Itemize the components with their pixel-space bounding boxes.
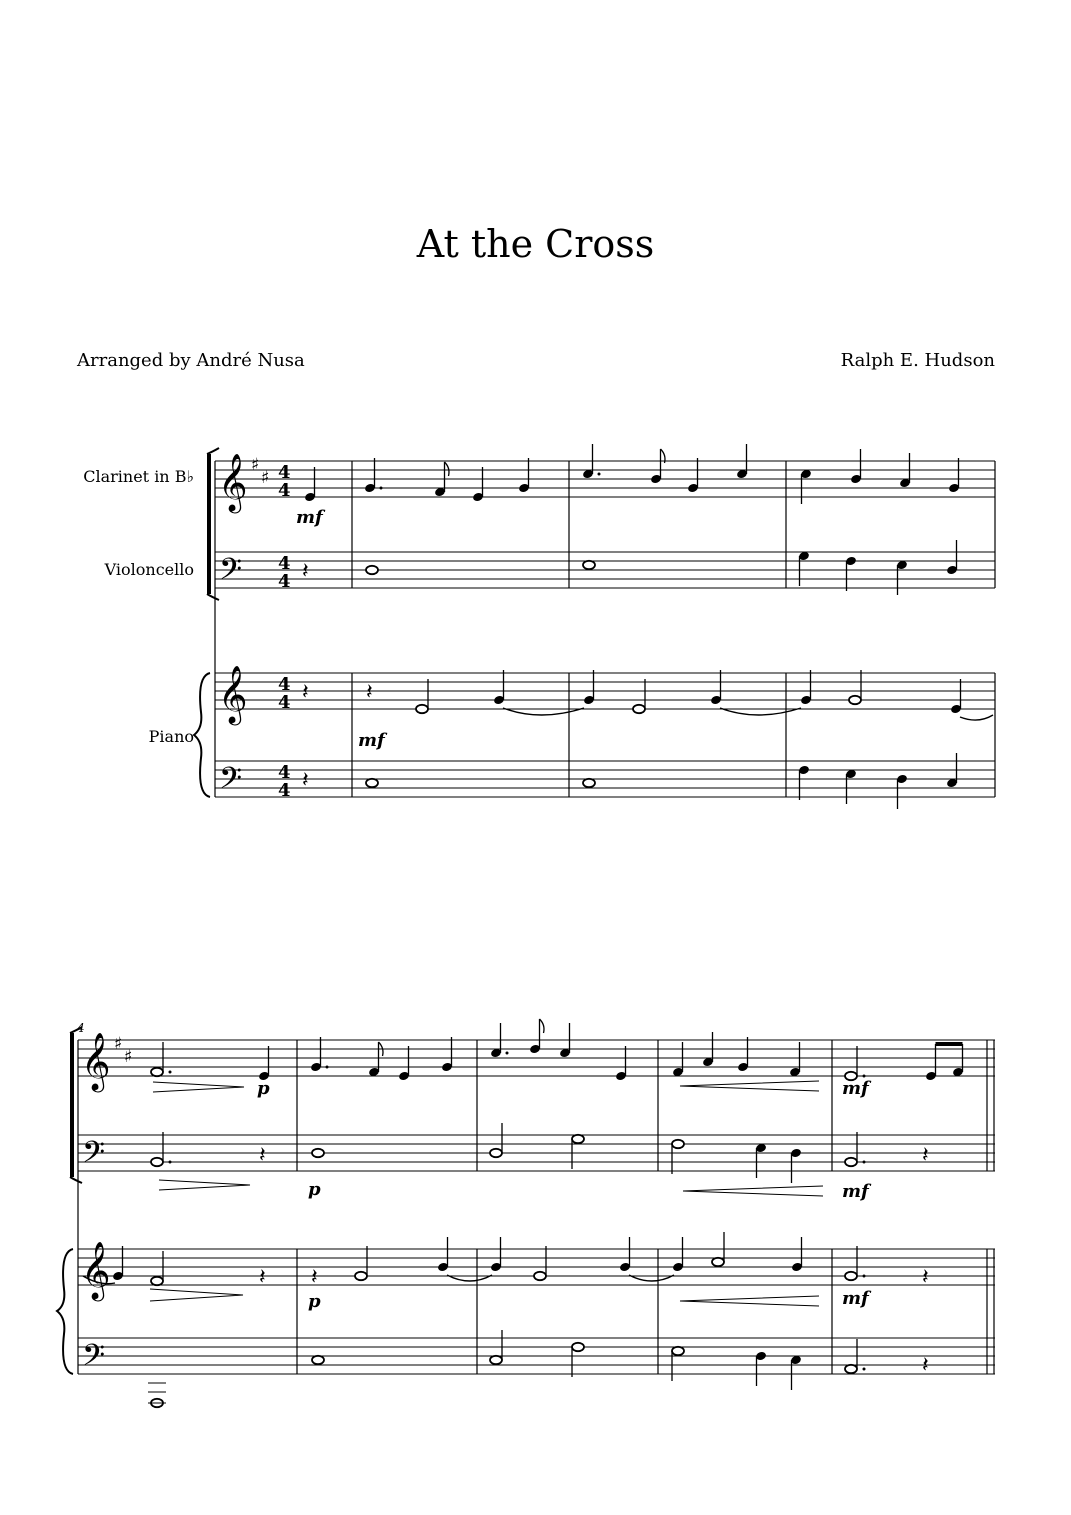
quarter-rest-icon: 𝄽 — [922, 1143, 929, 1168]
bass-clef-icon: 𝄢 — [82, 1339, 106, 1380]
piano-brace — [57, 1249, 73, 1374]
dynamic-mf: mf — [842, 1078, 869, 1099]
time-sig-bottom: 4 — [278, 692, 291, 713]
arranger-credit: Arranged by André Nusa — [77, 350, 305, 371]
decrescendo-hairpin — [150, 1289, 243, 1301]
cello-notes-1 — [302, 540, 958, 595]
crescendo-hairpin — [680, 1081, 819, 1091]
time-sig-top: 4 — [278, 674, 291, 695]
staff-piano-rh-1 — [215, 673, 995, 709]
time-sig-top: 4 — [278, 462, 291, 483]
sharp-icon: ♯ — [251, 455, 260, 475]
quarter-rest-icon: 𝄽 — [302, 559, 309, 584]
clarinet-notes-1 — [304, 444, 960, 504]
time-sig-top: 4 — [278, 553, 291, 574]
dynamic-p: p — [308, 1291, 321, 1312]
instrument-label-cello: Violoncello — [104, 560, 194, 579]
piano-lh-notes-2 — [148, 1330, 929, 1407]
instrument-label-piano: Piano — [148, 727, 194, 746]
time-sig-bottom: 4 — [278, 571, 291, 592]
quarter-rest-icon: 𝄽 — [922, 1353, 929, 1378]
crescendo-hairpin — [683, 1186, 823, 1196]
clarinet-notes-2 — [151, 1019, 964, 1081]
decrescendo-hairpin — [153, 1082, 244, 1092]
time-sig-bottom: 4 — [278, 480, 291, 501]
crescendo-hairpin — [680, 1296, 819, 1306]
treble-clef-icon: 𝄞 — [81, 1241, 111, 1299]
time-sig-top: 4 — [278, 762, 291, 783]
bass-clef-icon: 𝄢 — [82, 1136, 106, 1177]
measure-number: 4 — [77, 1021, 85, 1035]
instrument-label-clarinet: Clarinet in B♭ — [83, 467, 194, 486]
quarter-rest-icon: 𝄽 — [259, 1143, 266, 1168]
quarter-rest-icon: 𝄽 — [311, 1265, 318, 1290]
quarter-rest-icon: 𝄽 — [366, 680, 373, 705]
treble-clef-icon: 𝄞 — [81, 1032, 111, 1090]
staff-cello-1 — [215, 552, 995, 588]
quarter-rest-icon: 𝄽 — [302, 768, 309, 793]
sharp-icon: ♯ — [114, 1034, 123, 1054]
dynamic-mf: mf — [296, 507, 323, 528]
dynamic-mf: mf — [842, 1288, 869, 1309]
sharp-icon: ♯ — [261, 468, 270, 488]
piano-brace — [194, 673, 210, 797]
bass-clef-icon: 𝄢 — [219, 553, 243, 594]
bass-clef-icon: 𝄢 — [219, 762, 243, 803]
piano-rh-notes-1 — [302, 670, 993, 720]
treble-clef-icon: 𝄞 — [218, 453, 248, 511]
system-2 — [57, 1019, 995, 1407]
dynamic-mf: mf — [842, 1181, 869, 1202]
system-1 — [194, 444, 995, 809]
dynamic-p: p — [308, 1179, 321, 1200]
composer-credit: Ralph E. Hudson — [840, 350, 995, 371]
page-title: At the Cross — [416, 222, 655, 266]
treble-clef-icon: 𝄞 — [218, 665, 248, 723]
quarter-rest-icon: 𝄽 — [922, 1265, 929, 1290]
staff-piano-lh-1 — [215, 761, 995, 797]
sharp-icon: ♯ — [124, 1047, 133, 1067]
staff-clarinet-1 — [215, 461, 995, 497]
quarter-rest-icon: 𝄽 — [259, 1265, 266, 1290]
dynamic-mf: mf — [358, 730, 385, 751]
time-sig-bottom: 4 — [278, 780, 291, 801]
piano-rh-notes-2 — [83, 1232, 929, 1290]
decrescendo-hairpin — [159, 1180, 250, 1190]
quarter-rest-icon: 𝄽 — [302, 680, 309, 705]
dynamic-p: p — [257, 1078, 270, 1099]
